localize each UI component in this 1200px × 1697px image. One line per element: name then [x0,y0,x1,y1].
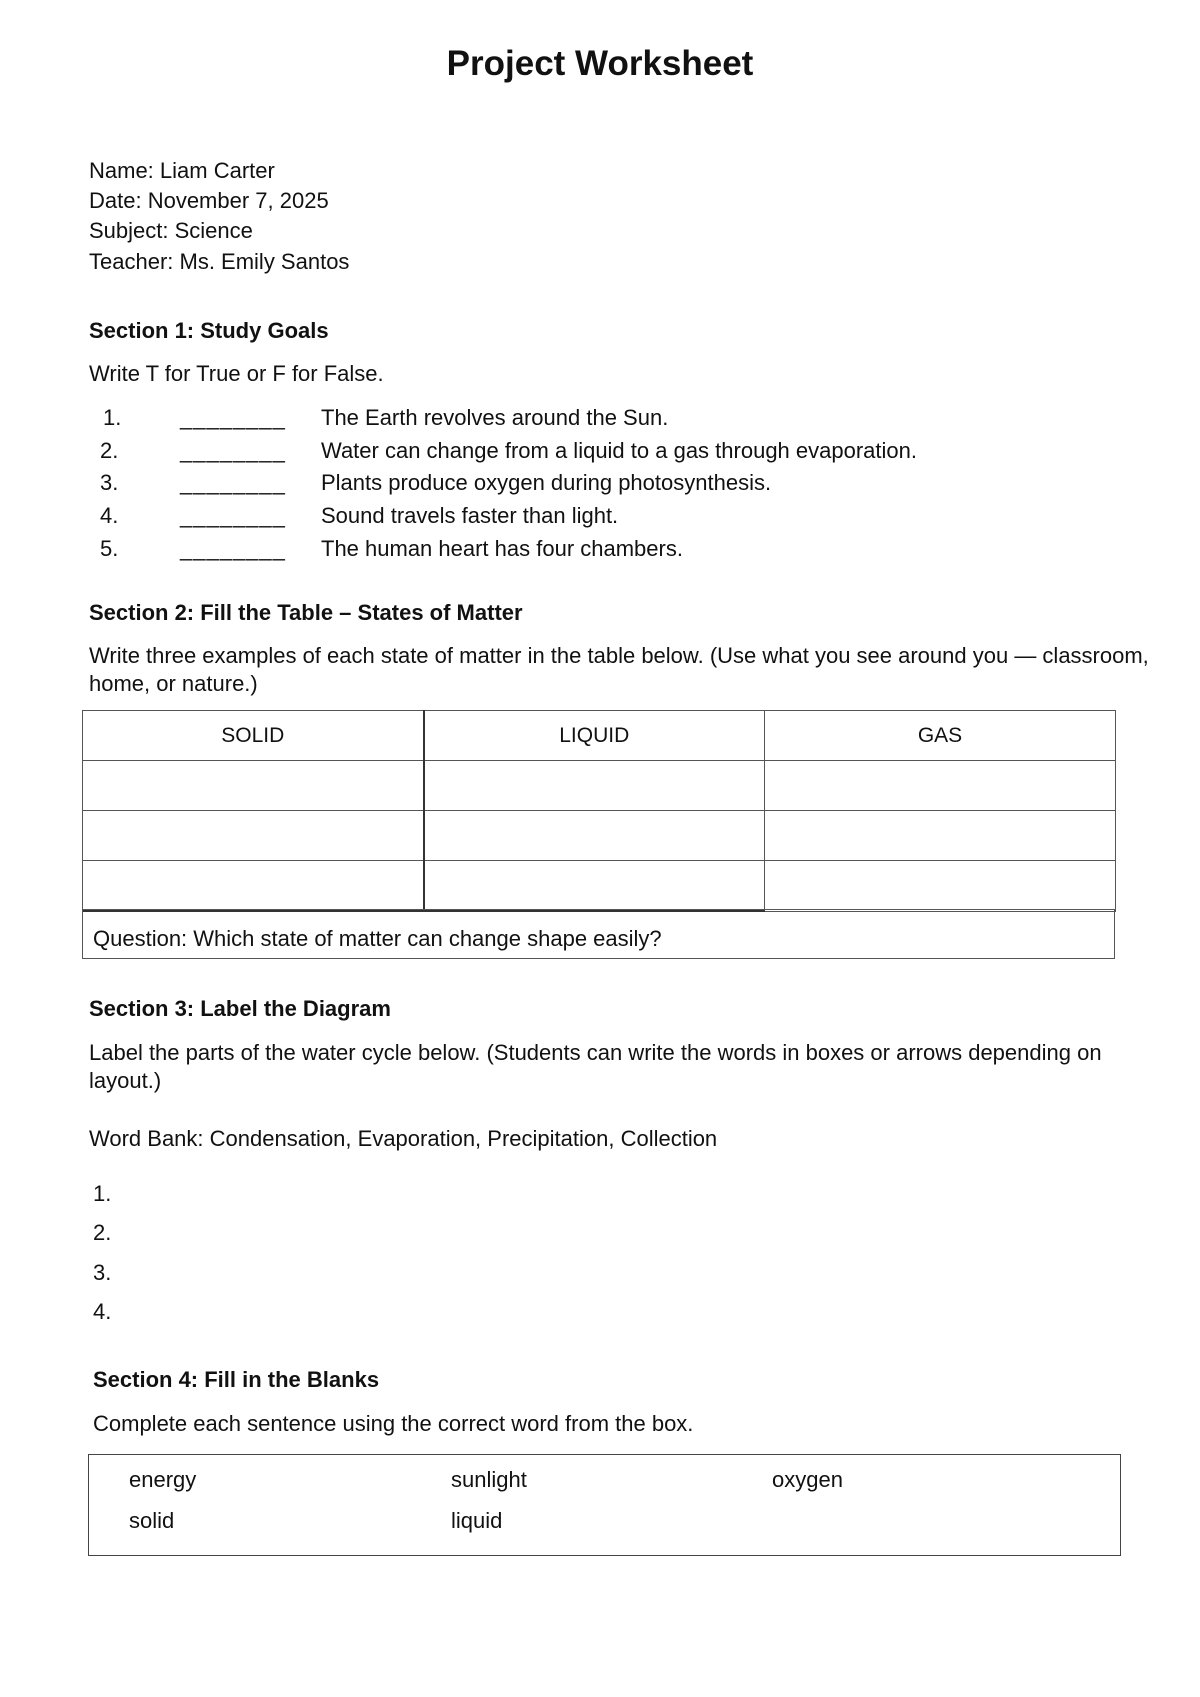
answer-cell[interactable] [424,811,765,861]
item-text: Sound travels faster than light. [321,503,619,528]
item-number: 2. [100,438,119,463]
answer-cell[interactable] [424,761,765,811]
info-teacher: Teacher: Ms. Emily Santos [89,249,350,274]
header-gas: GAS [765,711,1116,761]
label-3: 3. [93,1260,112,1285]
answer-cell[interactable] [83,811,424,861]
answer-blank[interactable]: ________ [180,503,286,528]
label-1: 1. [93,1181,112,1206]
answer-cell[interactable] [765,761,1116,811]
word-bank: Word Bank: Condensation, Evaporation, Precipitation, Collection [89,1126,718,1151]
answer-cell[interactable] [83,761,424,811]
info-date: Date: November 7, 2025 [89,188,329,213]
answer-cell[interactable] [83,861,424,912]
item-number: 4. [100,503,119,528]
word: energy [129,1467,197,1492]
answer-blank[interactable]: ________ [180,536,286,561]
answer-blank[interactable]: ________ [180,438,286,463]
item-text: The Earth revolves around the Sun. [321,405,669,430]
item-text: Plants produce oxygen during photosynthesis. [321,470,772,495]
word: oxygen [772,1467,843,1492]
item-text: The human heart has four chambers. [321,536,683,561]
answer-cell[interactable] [765,861,1116,912]
item-number: 5. [100,536,119,561]
item-number: 1. [103,405,122,430]
label-2: 2. [93,1220,112,1245]
item-text: Water can change from a liquid to a gas through evaporation. [321,438,917,463]
header-solid: SOLID [83,711,424,761]
section1-heading: Section 1: Study Goals [89,318,329,343]
section4-heading: Section 4: Fill in the Blanks [93,1367,380,1392]
section3-instruction: Label the parts of the water cycle below. (Students can write the words in boxes or arrows depending on layout.) [89,1040,1102,1093]
page-title: Project Worksheet [446,44,754,83]
section3-heading: Section 3: Label the Diagram [89,996,391,1021]
section1-instruction: Write T for True or F for False. [89,361,384,386]
question-text: Question: Which state of matter can change shape easily? [93,926,662,951]
info-name: Name: Liam Carter [89,158,275,183]
answer-cell[interactable] [424,861,765,912]
answer-blank[interactable]: ________ [180,470,286,495]
word: sunlight [451,1467,527,1492]
word-box [88,1454,1121,1556]
section4-instruction: Complete each sentence using the correct word from the box. [93,1411,694,1436]
answer-cell[interactable] [765,811,1116,861]
section2-heading: Section 2: Fill the Table – States of Matter [89,600,523,625]
question-row [82,909,1115,959]
label-4: 4. [93,1299,112,1324]
answer-blank[interactable]: ________ [180,405,286,430]
section2-instruction: Write three examples of each state of matter in the table below. (Use what you see around you — classroom, home, or nature.) [89,643,1149,696]
word: liquid [451,1508,503,1533]
states-of-matter-table [82,710,1116,912]
word: solid [129,1508,175,1533]
header-liquid: LIQUID [424,711,765,761]
info-subject: Subject: Science [89,218,253,243]
item-number: 3. [100,470,119,495]
